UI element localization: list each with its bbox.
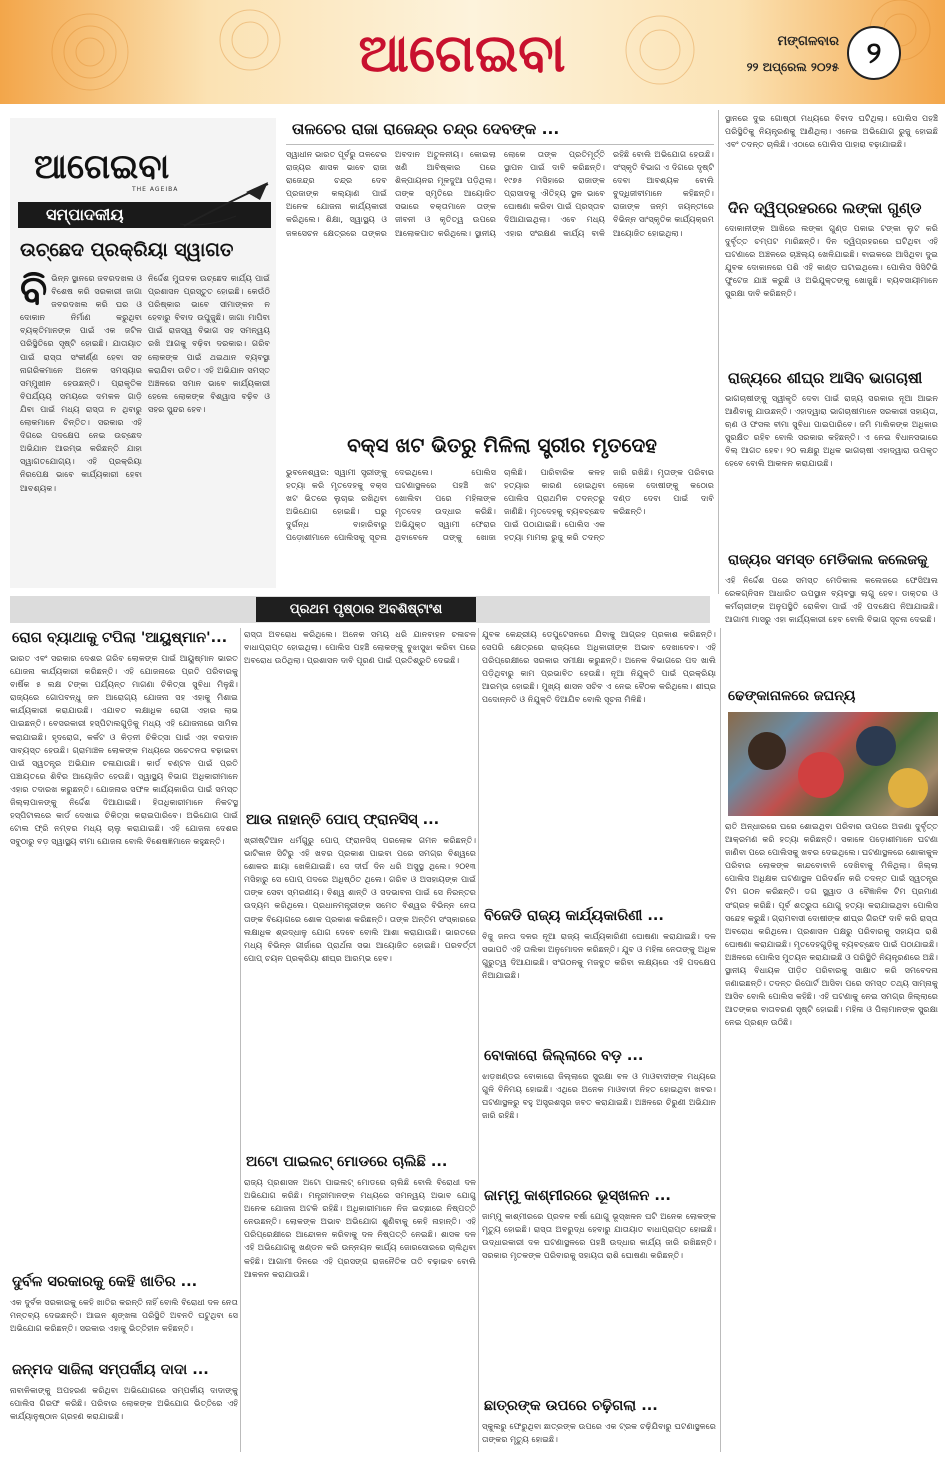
bokaro-body: ଝାଡ଼ଖଣ୍ଡର ବୋକାରୋ ଜିଲ୍ଲାରେ ସୁରକ୍ଷା ବଳ ଓ ମାଓବାଦୀଙ୍କ ମଧ୍ୟରେ ଗୁଳି ବିନିମୟ ହୋଇଛି। ଏଥିରେ ଅନେକ ମାଓବାଦୀ ନିହତ ହୋଇଥିବା ଖବର। ଘଟଣାସ୍ଥଳରୁ ବହୁ ଅସ୍ତ୍ରଶସ୍ତ୍ର ଜବତ କରାଯାଇଛି। ଅଞ୍ଚଳରେ ଚିରୁଣୀ ଅଭିଯାନ ଜାରି ରହିଛି। [482, 1071, 716, 1121]
column-divider [478, 628, 479, 1452]
editorial-logo: ଆଗେଇବା [34, 147, 170, 187]
pope-body: ଖ୍ରୀଷ୍ଟିଆନ ଧର୍ମଗୁରୁ ପୋପ୍ ଫ୍ରାନସିସ୍ ପରଲୋକ ଗମନ କରିଛନ୍ତି। ଭାଟିକାନ ସିଟିରୁ ଏହି ଖବର ପ୍ରକାଶ ପାଇବା ପରେ ସମଗ୍ର ବିଶ୍ୱରେ ଶୋକର ଛାୟା ଖେଳିଯାଇଛି। ସେ ଦୀର୍ଘ ଦିନ ଧରି ଅସୁସ୍ଥ ଥିଲେ। ୨୦୧୩ ମସିହାରୁ ସେ ପୋପ୍ ପଦରେ ଅଧିଷ୍ଠିତ ଥିଲେ। ଗରିବ ଓ ଅସହାୟଙ୍କ ପାଇଁ ତାଙ୍କ ସେବା ସ୍ମରଣୀୟ। ବିଶ୍ୱ ଶାନ୍ତି ଓ ସଦଭାବନା ପାଇଁ ସେ ନିରନ୍ତର ଉଦ୍ୟମ କରିଥିଲେ। ପ୍ରଧାନମନ୍ତ୍ରୀଙ୍କ ସମେତ ବିଶ୍ୱର ବିଭିନ୍ନ ନେତା ତାଙ୍କ ବିୟୋଗରେ ଶୋକ ପ୍ରକାଶ କରିଛନ୍ତି। ତାଙ୍କ ଅନ୍ତିମ ସଂସ୍କାରରେ ଲକ୍ଷାଧିକ ଶ୍ରଦ୍ଧାଳୁ ଯୋଗ ଦେବେ ବୋଲି ଆଶା କରାଯାଉଛି। ଭାରତରେ ମଧ୍ୟ ବିଭିନ୍ନ ଗୀର୍ଜାରେ ପ୍ରାର୍ଥନା ସଭା ଆୟୋଜିତ ହୋଇଛି। ପରବର୍ତ୍ତୀ ପୋପ୍ ଚୟନ ପ୍ରକ୍ରିୟା ଶୀଘ୍ର ଆରମ୍ଭ ହେବ। [244, 835, 476, 963]
pope-headline: ଆଉ ନାହାନ୍ତି ପୋପ୍ ଫ୍ରାନସିସ୍ ... [246, 812, 440, 828]
dhenkanal-headline: ଢେଙ୍କାନାଳରେ ଜଘନ୍ୟ [728, 688, 856, 704]
editorial-logo-sub: THE AGEIBA [132, 186, 179, 193]
divider [286, 144, 714, 145]
bjd-body: ବିଜୁ ଜନତା ଦଳର ନୂଆ ରାଜ୍ୟ କାର୍ଯ୍ୟକାରିଣୀ ଘୋଷଣା କରାଯାଇଛି। ଦଳ ସଭାପତି ଏହି ତାଲିକା ଅନୁମୋଦନ କରିଛନ୍ତି। ଯୁବ ଓ ମହିଳା ନେତାଙ୍କୁ ଅଧିକ ଗୁରୁତ୍ୱ ଦିଆଯାଇଛି। ସଂଗଠନକୁ ମଜବୁତ କରିବା ଲକ୍ଷ୍ୟରେ ଏହି ପଦକ୍ଷେପ ନିଆଯାଇଛି। [482, 931, 716, 981]
editorial-dropcap: ବି [20, 272, 48, 314]
janmadada-headline: ଜନ୍ମଦ ସାଜିଲା ସମ୍ପର୍କୀୟ ଦାଦା ... [12, 1362, 209, 1378]
jk-body: ଜାମ୍ମୁ କାଶ୍ମୀରରେ ପ୍ରବଳ ବର୍ଷା ଯୋଗୁ ଭୂସ୍ଖଳନ ଘଟି ଅନେକ ଲୋକଙ୍କ ମୃତ୍ୟୁ ହୋଇଛି। ରାସ୍ତା ଅବରୁଦ୍ଧ ହେବାରୁ ଯାତାୟାତ ବାଧାପ୍ରାପ୍ତ ହୋଇଛି। ଉଦ୍ଧାରକାରୀ ଦଳ ଘଟଣାସ୍ଥଳରେ ପହଞ୍ଚି ଉଦ୍ଧାର କାର୍ଯ୍ୟ ଜାରି ରଖିଛନ୍ତି। ସରକାର ମୃତକଙ୍କ ପରିବାରକୁ ସହାୟତା ରାଶି ଘୋଷଣା କରିଛନ୍ତି। [482, 1211, 716, 1261]
pope-prefix: ରାସ୍ତା ଅବରୋଧ କରିଥିଲେ। ଅନେକ ସମୟ ଧରି ଯାନବାହନ ଚଳାଚଳ ବାଧାପ୍ରାପ୍ତ ହୋଇଥିଲା। ପୋଲିସ ପହଞ୍ଚି ଲୋକଙ୍କୁ ବୁଝାସୁଝା କରିବା ପରେ ଅବରୋଧ ଉଠିଥିଲା। ପ୍ରଶାସନ ଦାବି ପୂରଣ ପାଇଁ ପ୍ରତିଶ୍ରୁତି ଦେଇଛି। [244, 629, 476, 666]
gunda-body: ଦୋକାନୀଙ୍କ ଆଖିରେ ଲଙ୍କା ଗୁଣ୍ଡ ପକାଇ ଟଙ୍କା ଲୁଟ କରି ଦୁର୍ବୃତ୍ତ ଚମ୍ପଟ ମାରିଛନ୍ତି। ଦିନ ଦ୍ୱିପ୍ରହରରେ ଘଟିଥିବା ଏହି ଘଟଣାରେ ଅଞ୍ଚଳରେ ଚାଞ୍ଚଲ୍ୟ ଖେଳିଯାଇଛି। ବାଇକରେ ଆସିଥିବା ଦୁଇ ଯୁବକ ଦୋକାନରେ ପଶି ଏହି କାଣ୍ଡ ଘଟାଇଥିଲେ। ପୋଲିସ ସିସିଟିଭି ଫୁଟେଜ ଯାଞ୍ଚ କରୁଛି ଓ ଅଭିଯୁକ୍ତଙ୍କୁ ଖୋଜୁଛି। ବ୍ୟବସାୟୀମାନେ ସୁରକ୍ଷା ଦାବି କରିଛନ୍ତି। [725, 223, 938, 299]
issue-day: ମଙ୍ଗଳବାର [777, 34, 839, 49]
ayushman-body: ଭାରତ ଏବଂ ସରକାର ଦେଶର ଗରିବ ଲୋକଙ୍କ ପାଇଁ ଆୟୁଷ୍ମାନ ଭାରତ ଯୋଜନା କାର୍ଯ୍ୟକାରୀ କରିଛନ୍ତି। ଏହି ଯୋଜନାରେ ପ୍ରତି ପରିବାରକୁ ବାର୍ଷିକ ୫ ଲକ୍ଷ ଟଙ୍କା ପର୍ଯ୍ୟନ୍ତ ମାଗଣା ଚିକିତ୍ସା ସୁବିଧା ମିଳୁଛି। ରାଜ୍ୟରେ ଗୋପବନ୍ଧୁ ଜନ ଆରୋଗ୍ୟ ଯୋଜନା ସହ ଏହାକୁ ମିଶାଇ କାର୍ଯ୍ୟକାରୀ କରାଯାଉଛି। ଏଯାବତ ଲକ୍ଷାଧିକ ରୋଗୀ ଏହାର ଲାଭ ପାଇଛନ୍ତି। ବେସରକାରୀ ହସ୍ପିଟାଲଗୁଡ଼ିକୁ ମଧ୍ୟ ଏହି ଯୋଜନାରେ ସାମିଲ କରାଯାଇଛି। ହୃଦରୋଗ, କର୍କଟ ଓ କିଡ଼ନୀ ଚିକିତ୍ସା ପାଇଁ ଏହା ବରଦାନ ସାବ୍ୟସ୍ତ ହେଉଛି। ଗ୍ରାମାଞ୍ଚଳ ଲୋକଙ୍କ ମଧ୍ୟରେ ସଚେତନତା ବଢ଼ାଇବା ପାଇଁ ସ୍ୱତନ୍ତ୍ର ଅଭିଯାନ ଚଳାଯାଉଛି। କାର୍ଡ ବଣ୍ଟନ ପାଇଁ ପ୍ରତି ପଞ୍ଚାୟତରେ ଶିବିର ଆୟୋଜିତ ହେଉଛି। ସ୍ୱାସ୍ଥ୍ୟ ବିଭାଗ ଅଧିକାରୀମାନେ ଏହାର ତଦାରଖ କରୁଛନ୍ତି। ଯୋଜନାର ସଫଳ କାର୍ଯ୍ୟକାରିତା ପାଇଁ ସମସ୍ତ ଜିଲ୍ଲାପାଳଙ୍କୁ ନିର୍ଦ୍ଦେଶ ଦିଆଯାଇଛି। ହିତାଧିକାରୀମାନେ ନିକଟସ୍ଥ ହସ୍ପିଟାଲରେ କାର୍ଡ ଦେଖାଇ ଚିକିତ୍ସା କରାଇପାରିବେ। ଅଭିଯୋଗ ପାଇଁ ଟୋଲ ଫ୍ରି ନମ୍ବର ମଧ୍ୟ ଚାଲୁ କରାଯାଇଛି। ଏହି ଯୋଜନା ଦେଶର ସବୁଠାରୁ ବଡ଼ ସ୍ୱାସ୍ଥ୍ୟ ବୀମା ଯୋଜନା ବୋଲି ବିଶେଷଜ୍ଞମାନେ କହୁଛନ୍ତି। [10, 653, 238, 847]
durbala-body: ଏକ ଦୁର୍ବଳ ସରକାରକୁ କେହି ଖାତିର କରନ୍ତି ନାହିଁ ବୋଲି ବିରୋଧୀ ଦଳ ନେତା ମନ୍ତବ୍ୟ ଦେଇଛନ୍ତି। ଆଇନ ଶୃଙ୍ଖଳା ପରିସ୍ଥିତି ଅବନତି ଘଟୁଥିବା ସେ ଅଭିଯୋଗ କରିଛନ୍ତି। ସରକାର ଏହାକୁ ଭିତ୍ତିହୀନ କହିଛନ୍ତି। [10, 1297, 238, 1334]
talcher-headline: ତାଳଚେର ରାଜା ରାଜେନ୍ଦ୍ର ଚନ୍ଦ୍ର ଦେବଙ୍କ ... [292, 120, 560, 138]
crime-scene-photo [728, 712, 938, 816]
box-bed-headline: ବକ୍ସ ଖଟ ଭିତରୁ ମିଳିଲା ସ୍ତ୍ରୀର ମୃତଦେହ [347, 433, 657, 457]
column-divider [718, 110, 719, 594]
column-divider [720, 628, 721, 1452]
editorial-section-label: ସମ୍ପାଦକୀୟ [46, 205, 124, 224]
dhenkanal-body: ରାତି ଅନ୍ଧାରରେ ଘରେ ଶୋଇଥିବା ପରିବାର ଉପରେ ଅଜଣା ଦୁର୍ବୃତ୍ତ ଆକ୍ରମଣ କରି ହତ୍ୟା କରିଛନ୍ତି। ସକାଳେ ପଡ଼ୋଶୀମାନେ ଘଟଣା ଜାଣିବା ପରେ ପୋଲିସକୁ ଖବର ଦେଇଥିଲେ। ଘଟଣାସ୍ଥଳରେ ଶୋକାକୁଳ ପରିବାର ଲୋକଙ୍କ କାନ୍ଦବୋବାଳି ଦେଖିବାକୁ ମିଳିଥିଲା। ଜିଲ୍ଲା ପୋଲିସ ଅଧିକ୍ଷକ ଘଟଣାସ୍ଥଳ ପରିଦର୍ଶନ କରି ତଦନ୍ତ ପାଇଁ ସ୍ୱତନ୍ତ୍ର ଟିମ ଗଠନ କରିଛନ୍ତି। ଡଗ ସ୍କ୍ୱାଡ ଓ ବୈଜ୍ଞାନିକ ଟିମ ପ୍ରମାଣ ସଂଗ୍ରହ କରିଛି। ପୂର୍ବ ଶତ୍ରୁତା ଯୋଗୁ ହତ୍ୟା କରାଯାଇଥିବା ପୋଲିସ ସନ୍ଦେହ କରୁଛି। ଗ୍ରାମବାସୀ ଦୋଷୀଙ୍କ ଶୀଘ୍ର ଗିରଫ ଦାବି କରି ରାସ୍ତା ଅବରୋଧ କରିଥିଲେ। ପ୍ରଶାସନ ପକ୍ଷରୁ ପରିବାରକୁ ସହାୟତା ରାଶି ଘୋଷଣା କରାଯାଇଛି। ମୃତଦେହଗୁଡ଼ିକୁ ବ୍ୟବଚ୍ଛେଦ ପାଇଁ ପଠାଯାଇଛି। ଅଞ୍ଚଳରେ ପୋଲିସ ମୁତୟନ କରାଯାଇଛି ଓ ପରିସ୍ଥିତି ନିୟନ୍ତ୍ରଣରେ ଅଛି। ସ୍ଥାନୀୟ ବିଧାୟକ ପୀଡ଼ିତ ପରିବାରକୁ ସାକ୍ଷାତ କରି ସମବେଦନା ଜଣାଇଛନ୍ତି। ତଦନ୍ତ ରିପୋର୍ଟ ଆସିବା ପରେ ସମସ୍ତ ତଥ୍ୟ ସାମ୍ନାକୁ ଆସିବ ବୋଲି ପୋଲିସ କହିଛି। ଏହି ଘଟଣାକୁ ନେଇ ସମଗ୍ର ଜିଲ୍ଲାରେ ଆତଙ୍କର ବାତାବରଣ ସୃଷ୍ଟି ହୋଇଛି। ମହିଳା ଓ ପିଲାମାନଙ୍କ ସୁରକ୍ଷା ନେଇ ପ୍ରଶ୍ନ ଉଠିଛି। [725, 821, 938, 1028]
bjd-headline: ବିଜେଡି ରାଜ୍ୟ କାର୍ଯ୍ୟକାରିଣୀ ... [484, 908, 664, 924]
gunda-headline: ଦିନ ଦ୍ୱିପ୍ରହରରେ ଲଙ୍କା ଗୁଣ୍ଡ [728, 199, 922, 217]
janmadada-body: ନାବାଳିକାଙ୍କୁ ଅପହରଣ କରିଥିବା ଅଭିଯୋଗରେ ସମ୍ପର୍କୀୟ ଦାଦାଙ୍କୁ ପୋଲିସ ଗିରଫ କରିଛି। ପରିବାର ଲୋକଙ୍କ ଅଭିଯୋଗ ଭିତ୍ତିରେ ଏହି କାର୍ଯ୍ୟାନୁଷ୍ଠାନ ଗ୍ରହଣ କରାଯାଇଛି। [10, 1385, 238, 1422]
editorial-col-1 [20, 272, 142, 572]
talcher-body: ସ୍ୱାଧୀନ ଭାରତ ପୂର୍ବରୁ ତାଳଚେର ରାଜ୍ୟର ଶାସକ ଭାବେ ରାଜା ରାଜେନ୍ଦ୍ର ଚନ୍ଦ୍ର ଦେବ ପ୍ରଜାଙ୍କ କଲ୍ୟାଣ ପାଇଁ ଅନେକ ଯୋଜନା କାର୍ଯ୍ୟକାରୀ କରିଥିଲେ। ଶିକ୍ଷା, ସ୍ୱାସ୍ଥ୍ୟ ଓ ଜଳସେଚନ କ୍ଷେତ୍ରରେ ତାଙ୍କର ଅବଦାନ ଅତୁଳନୀୟ। କୋଇଲା ଖଣି ଆବିଷ୍କାର ପରେ ଶିଳ୍ପାୟନର ମୂଳଦୁଆ ପଡ଼ିଥିଲା। ତାଙ୍କ ସ୍ମୃତିରେ ଆୟୋଜିତ ସଭାରେ ବକ୍ତାମାନେ ତାଙ୍କ ଜୀବନୀ ଓ କୃତିତ୍ୱ ଉପରେ ଆଲୋକପାତ କରିଥିଲେ। ସ୍ଥାନୀୟ ଲୋକେ ତାଙ୍କ ପ୍ରତିମୂର୍ତ୍ତି ସ୍ଥାପନ ପାଇଁ ଦାବି କରିଛନ୍ତି। ୧୯୭୫ ମସିହାରେ ରାଜାଙ୍କ ପ୍ରାସାଦକୁ ଐତିହ୍ୟ ସ୍ଥଳ ଭାବେ ଘୋଷଣା କରିବା ପାଇଁ ପ୍ରସ୍ତାବ ଦିଆଯାଇଥିଲା। ଏବେ ମଧ୍ୟ ଏହାର ସଂରକ୍ଷଣ କାର୍ଯ୍ୟ ବାକି ରହିଛି ବୋଲି ଅଭିଯୋଗ ହେଉଛି। ସଂସ୍କୃତି ବିଭାଗ ଏ ଦିଗରେ ଦୃଷ୍ଟି ଦେବା ଆବଶ୍ୟକ ବୋଲି ବୁଦ୍ଧିଜୀବୀମାନେ କହିଛନ୍ତି। ରାଜାଙ୍କ ଜନ୍ମ ଜୟନ୍ତୀରେ ବିଭିନ୍ନ ସାଂସ୍କୃତିକ କାର୍ଯ୍ୟକ୍ରମ ଆୟୋଜିତ ହୋଇଥିଲା। [286, 149, 714, 238]
jk-headline: ଜାମ୍ମୁ କାଶ୍ମୀରରେ ଭୂସ୍ଖଳନ ... [484, 1188, 671, 1204]
page-number: ୨ [847, 26, 901, 80]
chhatra-body: ସ୍କୁଲରୁ ଫେରୁଥିବା ଛାତ୍ରଙ୍କ ଉପରେ ଏକ ଟ୍ରକ ଚଢ଼ିଯିବାରୁ ଘଟଣାସ୍ଥଳରେ ତାଙ୍କର ମୃତ୍ୟୁ ହୋଇଛି। [482, 1421, 716, 1445]
bokaro-headline: ବୋକାରୋ ଜିଲ୍ଲାରେ ବଡ଼ ... [484, 1048, 644, 1064]
section-bar-label: ପ୍ରଥମ ପୃଷ୍ଠାର ଅବଶିଷ୍ଟାଂଶ [256, 597, 476, 622]
pilot-body: ରାଜ୍ୟ ପ୍ରଶାସନ ଅଟୋ ପାଇଲଟ୍ ମୋଡରେ ଚାଲିଛି ବୋଲି ବିରୋଧୀ ଦଳ ଅଭିଯୋଗ କରିଛି। ମନ୍ତ୍ରୀମାନଙ୍କ ମଧ୍ୟରେ ସମନ୍ୱୟ ଅଭାବ ଯୋଗୁ ଅନେକ ଯୋଜନା ଅଟକି ରହିଛି। ଅଧିକାରୀମାନେ ନିଜ ଇଚ୍ଛାରେ ନିଷ୍ପତ୍ତି ନେଉଛନ୍ତି। ଲୋକଙ୍କ ଅଭାବ ଅଭିଯୋଗ ଶୁଣିବାକୁ କେହି ନାହାନ୍ତି। ଏହି ପରିପ୍ରେକ୍ଷୀରେ ଆନ୍ଦୋଳନ କରିବାକୁ ଦଳ ନିଷ୍ପତ୍ତି ନେଇଛି। ଶାସକ ଦଳ ଏହି ଅଭିଯୋଗକୁ ଖଣ୍ଡନ କରି ଉନ୍ନୟନ କାର୍ଯ୍ୟ ଜୋରସୋରରେ ଚାଲିଥିବା କହିଛି। ଆଗାମୀ ଦିନରେ ଏହି ପ୍ରସଙ୍ଗ ରାଜନୈତିକ ତାତି ବଢ଼ାଇବ ବୋଲି ଆକଳନ କରାଯାଉଛି। [244, 1177, 476, 1279]
durbala-headline: ଦୁର୍ବଳ ସରକାରକୁ କେହି ଖାତିର ... [12, 1274, 198, 1290]
bjd-prefix: ଯୁବକ କେନ୍ଦ୍ରୀୟ ଡେପୁଟେସନରେ ଯିବାକୁ ଆଗ୍ରହ ପ୍ରକାଶ କରିଛନ୍ତି। ସେପରି କ୍ଷେତ୍ରରେ ରାଜ୍ୟରେ ଅଧିକାରୀଙ୍କ ଅଭାବ ଦେଖାଦେବ। ଏହି ପରିପ୍ରେକ୍ଷୀରେ ସରକାର ସମୀକ୍ଷା କରୁଛନ୍ତି। ଅନେକ ବିଭାଗରେ ପଦ ଖାଲି ପଡ଼ିଥିବାରୁ କାମ ପ୍ରଭାବିତ ହେଉଛି। ନୂଆ ନିଯୁକ୍ତି ପାଇଁ ପ୍ରକ୍ରିୟା ଆରମ୍ଭ ହୋଇଛି। ମୁଖ୍ୟ ଶାସନ ସଚିବ ଏ ନେଇ ବୈଠକ କରିଥିଲେ। ଶୀଘ୍ର ପଦୋନ୍ନତି ଓ ନିଯୁକ୍ତି ଦିଆଯିବ ବୋଲି ସୂଚନା ମିଳିଛି। [482, 629, 716, 705]
issue-date: ୨୨ ଅପ୍ରେଲ ୨୦୨୫ [746, 60, 839, 74]
pilot-headline: ଅଟୋ ପାଇଲଟ୍ ମୋଡରେ ଚାଲିଛି ... [246, 1154, 448, 1170]
fountain-pen-icon [176, 178, 276, 230]
editorial-col-1-text: ଭିନ୍ନ ସ୍ଥାନରେ ଜବରଦଖଲ ଓ ବିଶେଷ କରି ସରକାରୀ ଜାଗା ଜବରଦଖଲ କରି ଘର ଓ ଦୋକାନ ନିର୍ମାଣ କରୁଥିବା ବ୍ୟକ୍ତିମାନଙ୍କ ପାଇଁ ଏକ ଜଟିଳ ପରିସ୍ଥିତିରେ ସୃଷ୍ଟି ହୋଇଛି। ଯାତାୟାତ ପାଇଁ ରାସ୍ତା ସଂକୀର୍ଣ୍ଣ ହେବା ସହ ନାଗରିକମାନେ ଅନେକ ସମସ୍ୟାର ସମ୍ମୁଖୀନ ହେଉଛନ୍ତି। ପ୍ରାକୃତିକ ବିପର୍ଯ୍ୟୟ ସମୟରେ ଦମକଳ ଗାଡ଼ି ଯିବା ପାଇଁ ମଧ୍ୟ ରାସ୍ତା ନ ଥିବାରୁ ଲୋକମାନେ ଚିନ୍ତିତ। ସରକାର ଏହି ଦିଗରେ ପଦକ୍ଷେପ ନେଇ ଉଚ୍ଛେଦ ଅଭିଯାନ ଆରମ୍ଭ କରିଛନ୍ତି ଯାହା ସ୍ୱାଗତଯୋଗ୍ୟ। ଏହି ପ୍ରକ୍ରିୟା ନିରପେକ୍ଷ ଭାବେ କାର୍ଯ୍ୟକାରୀ ହେବା ଆବଶ୍ୟକ। [20, 273, 142, 493]
medical-headline: ରାଜ୍ୟର ସମସ୍ତ ମେଡିକାଲ କଲେଜକୁ [728, 552, 928, 568]
chhatra-headline: ଛାତ୍ରଙ୍କ ଉପରେ ଚଢ଼ିଗଲା ... [484, 1398, 658, 1414]
ayushman-headline: ରୋଗ ବ୍ୟାଥାକୁ ଟପିଲା 'ଆୟୁଷ୍ମାନ'... [12, 630, 228, 646]
bhagachasi-body: ଭାଗଚାଷୀଙ୍କୁ ସ୍ୱୀକୃତି ଦେବା ପାଇଁ ରାଜ୍ୟ ସରକାର ନୂଆ ଆଇନ ଆଣିବାକୁ ଯାଉଛନ୍ତି। ଏହାଦ୍ୱାରା ଭାଗଚାଷୀମାନେ ସରକାରୀ ସହାୟତା, ଋଣ ଓ ଫସଲ ବୀମା ସୁବିଧା ପାଇପାରିବେ। ଜମି ମାଲିକଙ୍କ ଅଧିକାର ସୁରକ୍ଷିତ ରହିବ ବୋଲି ସରକାର କହିଛନ୍ତି। ଏ ନେଇ ବିଧାନସଭାରେ ବିଲ୍ ଆଗତ ହେବ। ୨୦ ଲକ୍ଷରୁ ଅଧିକ ଭାଗଚାଷୀ ଏହାଦ୍ୱାରା ଉପକୃତ ହେବେ ବୋଲି ଆକଳନ କରାଯାଉଛି। [725, 393, 938, 469]
editorial-col-2: ନିର୍ଦ୍ଦେଶ ମୁତାବକ ଉଚ୍ଛେଦ କାର୍ଯ୍ୟ ପାଇଁ ପ୍ରଶାସନ ପ୍ରସ୍ତୁତ ହୋଇଛି। କେଉଁଠି ପରିଷ୍କାର ଭାବେ ସୀମାଙ୍କନ ନ ହେବାରୁ ବିବାଦ ଉପୁଜୁଛି। ଜାଗା ମାପିବା ପାଇଁ ରାଜସ୍ୱ ବିଭାଗ ସହ ସମନ୍ୱୟ ରଖି ଆଗକୁ ବଢ଼ିବା ଦରକାର। ଗରିବ ଲୋକଙ୍କ ପାଇଁ ଥଇଥାନ ବ୍ୟବସ୍ଥା କରାଯିବା ଉଚିତ। ଏହି ଅଭିଯାନ ସମସ୍ତ ଅଞ୍ଚଳରେ ସମାନ ଭାବେ କାର୍ଯ୍ୟକାରୀ ହେଲେ ଲୋକଙ୍କ ବିଶ୍ୱାସ ବଢ଼ିବ ଓ ସହର ସୁନ୍ଦର ହେବ। [148, 273, 270, 414]
box-bed-body: ଭୁବନେଶ୍ୱର: ସ୍ୱାମୀ ସ୍ତ୍ରୀଙ୍କୁ ହତ୍ୟା କରି ମୃତଦେହକୁ ବକ୍ସ ଖଟ ଭିତରେ ଲୁଚାଇ ରଖିଥିବା ଅଭିଯୋଗ ହୋଇଛି। ଘରୁ ଦୁର୍ଗନ୍ଧ ବାହାରିବାରୁ ପଡ଼ୋଶୀମାନେ ପୋଲିସକୁ ସୂଚନା ଦେଇଥିଲେ। ପୋଲିସ ଘଟଣାସ୍ଥଳରେ ପହଞ୍ଚି ଖଟ ଖୋଲିବା ପରେ ମହିଳାଙ୍କ ମୃତଦେହ ଉଦ୍ଧାର କରିଛି। ଅଭିଯୁକ୍ତ ସ୍ୱାମୀ ଫେରାର ଥିବାବେଳେ ତାଙ୍କୁ ଖୋଜା ଚାଲିଛି। ପାରିବାରିକ କଳହ ହତ୍ୟାର କାରଣ ହୋଇଥିବା ପୋଲିସ ପ୍ରାଥମିକ ତଦନ୍ତରୁ ଜାଣିଛି। ମୃତଦେହକୁ ବ୍ୟବଚ୍ଛେଦ ପାଇଁ ପଠାଯାଇଛି। ପୋଲିସ ଏକ ହତ୍ୟା ମାମଲା ରୁଜୁ କରି ତଦନ୍ତ ଜାରି ରଖିଛି। ମୃତାଙ୍କ ପରିବାର ଲୋକେ ଦୋଷୀଙ୍କୁ କଠୋର ଦଣ୍ଡ ଦେବା ପାଇଁ ଦାବି କରିଛନ୍ତି। [286, 467, 714, 543]
editorial-headline: ଉଚ୍ଛେଦ ପ୍ରକ୍ରିୟା ସ୍ୱାଗତ [20, 239, 234, 261]
medical-body: ଏହି ନିର୍ଦ୍ଦେଶ ପରେ ସମସ୍ତ ମେଡିକାଲ କଲେଜରେ ଫେସିଆଲ ରେକଗ୍ନିସନ ଆଧାରିତ ଉପସ୍ଥାନ ବ୍ୟବସ୍ଥା ଲାଗୁ ହେବ। ଡାକ୍ତର ଓ କର୍ମଚାରୀଙ୍କ ଅନୁପସ୍ଥିତି ରୋକିବା ପାଇଁ ଏହି ପଦକ୍ଷେପ ନିଆଯାଇଛି। ଆଗାମୀ ମାସରୁ ଏହା କାର୍ଯ୍ୟକାରୀ ହେବ ବୋଲି ବିଭାଗ ସୂଚନା ଦେଇଛି। [725, 575, 938, 625]
bhagachasi-headline: ରାଜ୍ୟରେ ଶୀଘ୍ର ଆସିବ ଭାଗଚାଷୀ [728, 369, 923, 387]
column-divider [240, 628, 241, 1452]
masthead-title: ଆଗେଇବା [358, 23, 566, 84]
gunda-prefix: ସ୍ଥାନରେ ଦୁଇ ଗୋଷ୍ଠୀ ମଧ୍ୟରେ ବିବାଦ ଘଟିଥିଲା। ପୋଲିସ ପହଞ୍ଚି ପରିସ୍ଥିତିକୁ ନିୟନ୍ତ୍ରଣକୁ ଆଣିଥିଲା। ଏନେଇ ଅଭିଯୋଗ ରୁଜୁ ହୋଇଛି ଏବଂ ତଦନ୍ତ ଚାଲିଛି। ଏଠାରେ ପୋଲିସ ପାହାରା ବଢ଼ାଯାଇଛି। [725, 113, 938, 150]
